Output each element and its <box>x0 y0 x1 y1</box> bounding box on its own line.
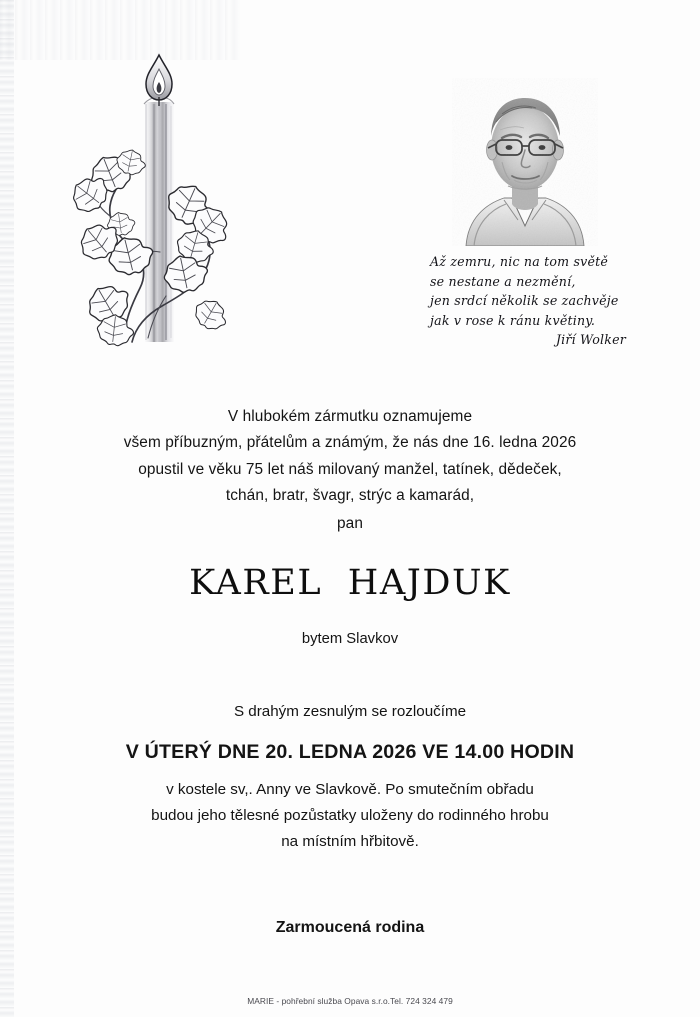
poem-line-2: se nestane a nezmění, <box>430 273 576 289</box>
deceased-portrait <box>452 78 598 246</box>
deceased-name: KAREL HAJDUK <box>189 563 511 603</box>
poem-line-1: Až zemru, nic na tom světě <box>430 254 609 269</box>
ceremony-intro: S drahým zesnulým se rozloučíme <box>233 703 467 720</box>
ceremony-block <box>0 700 700 855</box>
printer-imprint: MARIE - pohřební služba Opava s.r.o.Tel. 724 324 479 <box>247 996 453 1006</box>
announcement-honorific: pan <box>337 514 363 532</box>
announcement-line-2: všem příbuzným, přátelům a známým, že nás dne 16. ledna 2026 <box>123 434 577 452</box>
announcement-line-1: V hlubokém zármutku oznamujeme <box>227 408 473 425</box>
poem-line-4: jak v rose k ránu květiny. <box>430 312 596 328</box>
memorial-poem <box>430 252 630 350</box>
deceased-residence: bytem Slavkov <box>301 631 399 647</box>
candle-with-ivy-illustration <box>62 42 262 362</box>
announcement-body <box>0 404 700 537</box>
announcement-line-4: tchán, bratr, švagr, strýc a kamarád, <box>225 487 475 505</box>
ceremony-detail-line-3: na místním hřbitově. <box>281 833 419 850</box>
ceremony-details <box>0 777 700 855</box>
closing-signature: Zarmoucená rodina <box>275 919 425 936</box>
ceremony-datetime: V ÚTERÝ DNE 20. LEDNA 2026 VE 14.00 HODIN <box>125 741 575 763</box>
announcement-line-3: opustil ve věku 75 let náš milovaný manžel, tatínek, dědeček, <box>138 460 562 478</box>
poem-line-3: jen srdcí několik se zachvěje <box>430 293 619 309</box>
ceremony-detail-line-2: budou jeho tělesné pozůstatky uloženy do rodinného hrobu <box>151 807 549 824</box>
poem-author: Jiří Wolker <box>555 332 626 348</box>
ceremony-detail-line-1: v kostele sv,. Anny ve Slavkově. Po smutečním obřadu <box>166 781 534 798</box>
